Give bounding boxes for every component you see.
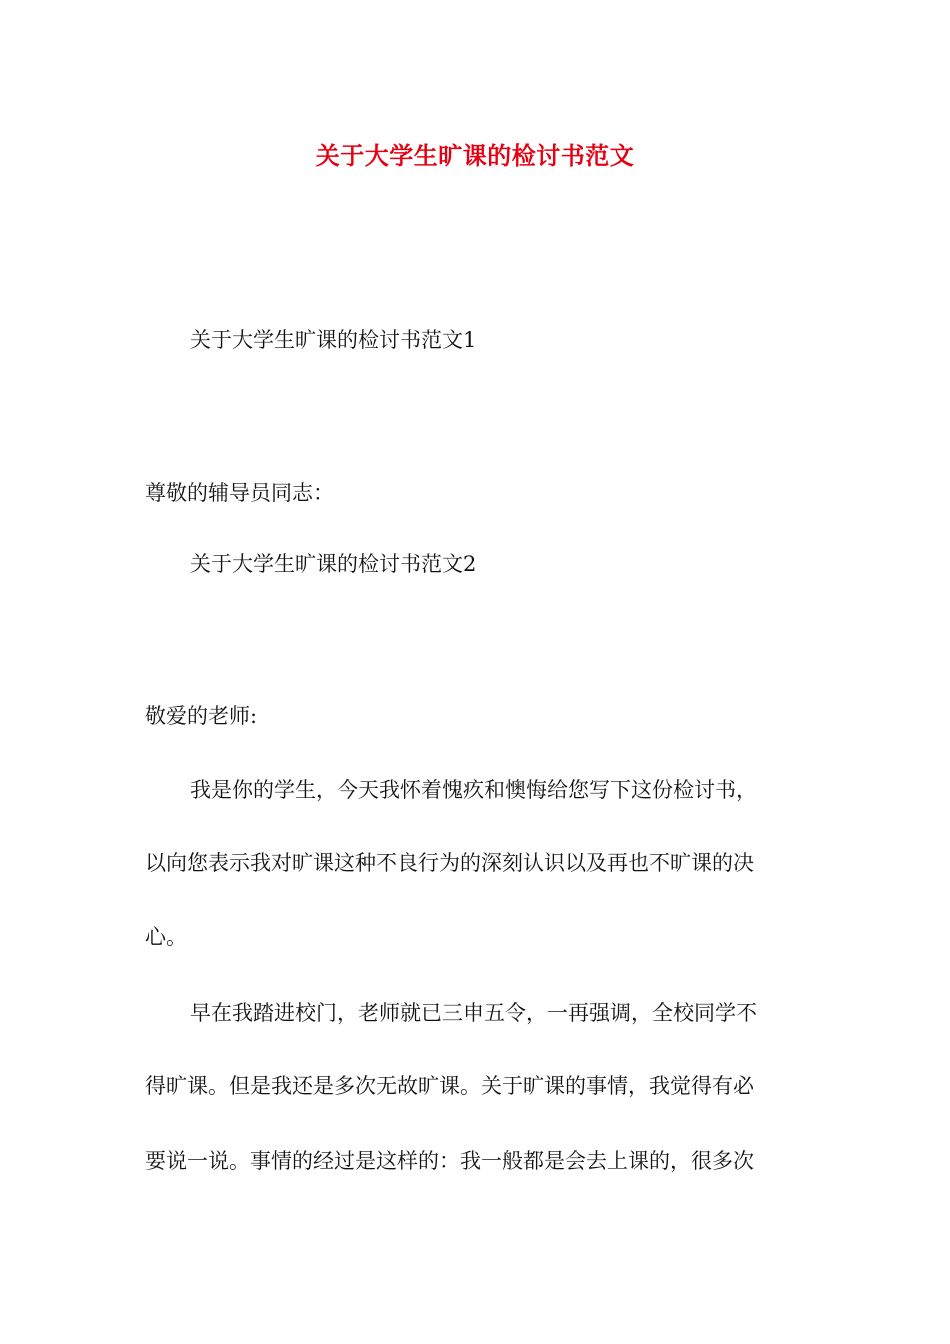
paragraph-2-line-2: 得旷课。但是我还是多次无故旷课。关于旷课的事情，我觉得有必 <box>145 1074 754 1098</box>
paragraph-2-line-3: 要说一说。事情的经过是这样的：我一般都是会去上课的，很多次 <box>145 1149 754 1173</box>
paragraph-1-line-3: 心。 <box>145 925 187 949</box>
section-heading-1: 关于大学生旷课的检讨书范文1 <box>190 328 477 352</box>
document-title: 关于大学生旷课的检讨书范文 <box>315 141 635 170</box>
paragraph-1-line-2: 以向您表示我对旷课这种不良行为的深刻认识以及再也不旷课的决 <box>145 851 754 875</box>
salutation-2: 敬爱的老师: <box>145 704 258 728</box>
paragraph-1-line-1: 我是你的学生，今天我怀着愧疚和懊悔给您写下这份检讨书， <box>190 778 757 802</box>
section-heading-2: 关于大学生旷课的检讨书范文2 <box>190 552 477 576</box>
paragraph-2-line-1: 早在我踏进校门，老师就已三申五令，一再强调，全校同学不 <box>190 1001 757 1025</box>
salutation-1: 尊敬的辅导员同志： <box>145 481 334 505</box>
